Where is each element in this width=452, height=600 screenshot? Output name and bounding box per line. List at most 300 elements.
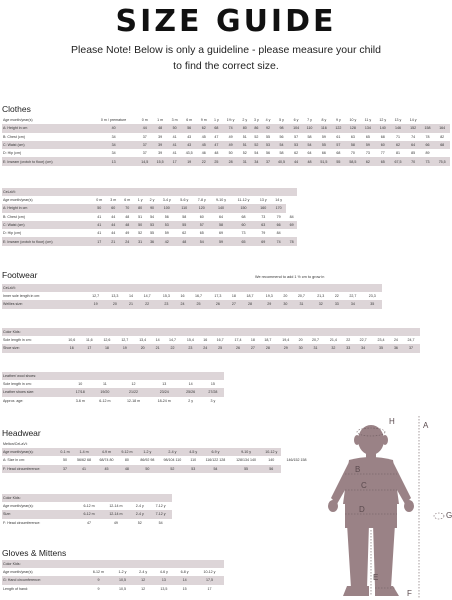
table-cell: 21: [106, 237, 120, 245]
table-cell: 16: [63, 344, 81, 352]
table-cell: 79: [276, 214, 281, 219]
table-cell: 28: [222, 157, 239, 165]
table-cell: 4-5 y: [186, 448, 200, 456]
table-cell: 30: [279, 300, 292, 308]
table-cell: 100: [158, 204, 176, 212]
table-cell: 0 m: [141, 118, 148, 123]
table-cell: 14,7: [168, 338, 176, 343]
table-cell: 27: [247, 344, 259, 352]
table-cell: 160: [256, 204, 271, 212]
table-cell: 36: [146, 237, 158, 245]
brand-label: Color Kids:: [2, 560, 224, 568]
table-cell: 57: [294, 134, 299, 139]
table-cell: 4-9 m: [95, 448, 117, 456]
note-line-1: Please Note! Below is only a guideline - please measure your child: [71, 44, 381, 56]
guideline-note: [0, 42, 452, 74]
table-cell: 33: [342, 344, 354, 352]
table-cell: 80: [124, 458, 129, 463]
table-cell: 60: [106, 204, 120, 212]
table-cell: 54: [200, 465, 230, 473]
table-cell: 68: [211, 124, 223, 132]
table-cell: 13,4: [139, 338, 147, 343]
table-cell: 58: [211, 221, 232, 229]
table-cell: 9-12 m: [118, 448, 136, 456]
table-cell: 59: [211, 237, 232, 245]
table-cell: 12: [131, 382, 136, 387]
table-cell: 140: [375, 124, 390, 132]
table-cell: 12,7: [92, 294, 100, 299]
table-row: [2, 576, 224, 584]
table-cell: 82: [440, 134, 445, 139]
table-cell: 22,7: [359, 338, 367, 343]
table-cell: 22: [197, 157, 211, 165]
table-cell: 6 m: [186, 118, 193, 123]
footwear-celavi-table: [2, 284, 382, 309]
table-cell: 9: [97, 586, 100, 591]
table-cell: 60: [375, 141, 390, 149]
table-row: [2, 510, 172, 518]
table-cell: 24,7: [407, 338, 415, 343]
table-cell: 49: [222, 141, 239, 149]
table-cell: 9: [85, 576, 112, 584]
table-cell: 13,5: [160, 586, 168, 591]
table-cell: 41: [73, 465, 95, 473]
footwear-recommendation: We recommend to add 1 ½ cm to grow in: [255, 275, 325, 279]
headwear-melton-table: [2, 440, 312, 473]
table-cell: 9-10 y: [231, 448, 262, 456]
table-cell: 43: [187, 134, 192, 139]
table-cell: 1-4 m: [73, 448, 95, 456]
table-cell: 47: [87, 520, 92, 525]
footwear-heading: Footwear: [2, 270, 38, 280]
table-cell: 69: [286, 221, 297, 229]
table-cell: 80: [239, 124, 251, 132]
table-cell: 44: [137, 124, 152, 132]
table-cell: 110: [190, 458, 197, 463]
table-row: [2, 213, 297, 221]
table-cell: 21: [152, 344, 164, 352]
table-cell: 73: [365, 151, 370, 156]
footwear-leather-table: [2, 372, 224, 405]
table-cell: 31: [134, 237, 146, 245]
brand-label: Color Kids:: [2, 328, 420, 336]
table-cell: 13,3: [111, 294, 119, 299]
table-cell: 134: [361, 124, 376, 132]
table-cell: 164: [434, 124, 450, 132]
table-cell: 41: [168, 141, 182, 149]
table-cell: 45: [197, 141, 211, 149]
row-label: A: Height in cm: [2, 124, 90, 132]
table-cell: 51: [239, 141, 251, 149]
row-label: F: Head circumference:: [3, 520, 41, 525]
label-g: G: [446, 511, 452, 520]
table-cell: 4-6 y: [159, 570, 168, 575]
row-label: Age month/year(s): [3, 118, 33, 123]
table-cell: 62: [361, 157, 376, 165]
label-d: D: [359, 505, 365, 514]
row-label: Leather shoes size:: [2, 388, 69, 396]
table-cell: 32: [311, 300, 330, 308]
table-cell: 60: [232, 221, 256, 229]
table-cell: 55: [332, 157, 346, 165]
table-cell: 58: [182, 214, 187, 219]
table-cell: 3-6 m: [75, 398, 85, 403]
table-cell: 69: [219, 231, 224, 236]
table-cell: 73: [261, 214, 266, 219]
table-cell: 37: [57, 465, 73, 473]
table-cell: 78: [286, 237, 297, 245]
table-cell: 26: [229, 344, 247, 352]
table-cell: 57: [332, 141, 346, 149]
table-cell: 12: [141, 586, 146, 591]
table-cell: 56: [261, 465, 281, 473]
table-cell: 66: [421, 141, 435, 149]
table-cell: 64: [219, 214, 224, 219]
row-label: E: Inseam (crotch to floor) (cm): [2, 157, 90, 165]
table-cell: 20,7: [312, 338, 319, 343]
table-cell: 98: [274, 124, 289, 132]
table-cell: 5-6 y: [180, 198, 189, 203]
table-cell: 52: [254, 134, 259, 139]
row-label: B: Chest (cm): [3, 134, 25, 139]
table-cell: 128/134 140: [236, 458, 257, 463]
table-cell: 20: [298, 338, 303, 343]
table-cell: 2 y: [188, 398, 194, 403]
table-cell: 50: [228, 151, 233, 156]
table-cell: 14: [129, 294, 133, 299]
table-cell: 44: [289, 157, 303, 165]
table-cell: 24: [199, 344, 211, 352]
label-e: E: [373, 573, 379, 582]
table-cell: 70: [406, 157, 421, 165]
table-cell: 6-12 m: [83, 504, 95, 509]
table-cell: 2-4 y: [159, 448, 187, 456]
table-cell: 77: [380, 151, 385, 156]
table-cell: 10,5: [112, 576, 133, 584]
table-cell: 48: [152, 124, 167, 132]
table-cell: 14 y: [275, 198, 283, 203]
row-label: A: Size in cm:: [3, 458, 25, 463]
table-cell: 150: [232, 204, 256, 212]
table-cell: 13: [154, 576, 175, 584]
table-cell: 116: [316, 124, 331, 132]
table-cell: 51: [138, 214, 143, 219]
table-row: [2, 380, 224, 388]
table-cell: 2-4 y: [139, 570, 148, 575]
table-cell: 62: [182, 231, 187, 236]
table-cell: 3 m: [110, 198, 117, 203]
table-cell: 74: [222, 124, 239, 132]
table-cell: 36: [390, 344, 402, 352]
table-cell: 5 y: [279, 118, 284, 123]
table-cell: 56: [279, 134, 284, 139]
table-cell: 146/152 158: [286, 458, 307, 463]
table-cell: 58: [307, 134, 312, 139]
row-label: E: Inseam (crotch to floor) (cm): [2, 237, 92, 245]
table-cell: 39: [152, 141, 167, 149]
table-cell: 22: [164, 344, 182, 352]
label-a: A: [423, 421, 429, 430]
table-row: [2, 221, 297, 229]
table-cell: 79: [261, 231, 266, 236]
table-cell: 128: [345, 124, 360, 132]
table-cell: 39: [158, 134, 163, 139]
table-cell: 59: [321, 134, 326, 139]
table-cell: 31: [239, 157, 251, 165]
table-cell: 54: [150, 214, 155, 219]
table-cell: 86/92 98: [140, 458, 155, 463]
table-cell: 25: [189, 300, 208, 308]
table-cell: 69: [256, 237, 271, 245]
table-cell: 2-4 y: [135, 504, 144, 509]
table-cell: 6-12 m: [99, 398, 111, 403]
table-cell: 12,7: [121, 338, 129, 343]
table-cell: 19: [116, 344, 134, 352]
table-cell: 84: [276, 231, 281, 236]
table-cell: 40,5: [274, 157, 289, 165]
table-cell: 0-1 m: [57, 448, 73, 456]
table-cell: 53: [289, 141, 303, 149]
table-cell: 55: [266, 134, 271, 139]
table-row: [2, 456, 312, 464]
table-cell: 64: [307, 151, 312, 156]
table-cell: 3-4 y: [162, 198, 171, 203]
table-cell: 50: [62, 458, 67, 463]
row-label: Age month/year(s): [3, 570, 33, 575]
row-label: B: Chest (cm): [3, 214, 25, 219]
table-cell: 55: [231, 465, 262, 473]
table-cell: 14 y: [409, 118, 417, 123]
table-cell: 68/74 80: [99, 458, 114, 463]
table-cell: 22: [137, 300, 156, 308]
table-row: [2, 157, 450, 165]
child-measurement-figure: [315, 412, 452, 600]
table-cell: 74: [411, 134, 416, 139]
table-cell: 54: [274, 141, 289, 149]
table-cell: 48: [303, 157, 316, 165]
table-header-row: [2, 196, 297, 204]
table-cell: 48: [118, 465, 136, 473]
label-c: C: [361, 481, 367, 490]
table-cell: 13: [90, 157, 137, 165]
table-cell: 14: [188, 382, 193, 387]
row-label: Shoe size:: [2, 344, 63, 352]
table-cell: 71: [395, 134, 400, 139]
clothes-heading: Clothes: [2, 104, 31, 114]
table-row: [2, 519, 172, 527]
table-cell: 64: [406, 141, 421, 149]
table-cell: 85: [411, 151, 416, 156]
table-row: [2, 568, 224, 576]
row-label: Length of hand:: [3, 586, 28, 591]
table-cell: 19,3: [265, 294, 273, 299]
table-cell: 10 y: [349, 118, 357, 123]
table-cell: 23: [181, 344, 199, 352]
table-cell: 20,7: [297, 294, 305, 299]
table-cell: 15: [210, 382, 215, 387]
table-cell: 23,3: [368, 294, 376, 299]
table-cell: 56: [164, 214, 169, 219]
headwear-colorkids-table: [2, 494, 172, 527]
table-cell: 110: [176, 204, 194, 212]
table-cell: 13 y: [259, 198, 267, 203]
table-cell: 59: [164, 231, 169, 236]
table-cell: 55: [316, 141, 331, 149]
table-cell: 43: [182, 141, 197, 149]
table-cell: 44: [106, 221, 120, 229]
table-cell: 68: [380, 134, 385, 139]
table-cell: 55: [150, 231, 155, 236]
label-h: H: [389, 417, 395, 426]
table-cell: 33: [330, 300, 343, 308]
table-cell: 2-4 y: [130, 510, 149, 518]
table-cell: 2 y: [149, 198, 155, 203]
row-label: C: Waist (cm): [2, 141, 90, 149]
table-cell: 25: [211, 157, 223, 165]
table-cell: 1½ y: [226, 118, 235, 123]
table-cell: 90: [146, 204, 158, 212]
table-cell: 10: [78, 382, 83, 387]
table-cell: 7-12 y: [149, 510, 172, 518]
table-cell: 31: [292, 300, 311, 308]
table-row: [2, 133, 450, 141]
table-cell: 49: [125, 231, 130, 236]
table-cell: 63: [350, 134, 355, 139]
table-cell: 53: [158, 221, 176, 229]
table-cell: 18: [250, 338, 255, 343]
table-cell: 67,5: [390, 157, 405, 165]
table-cell: 54: [254, 151, 259, 156]
table-row: [2, 448, 312, 456]
table-cell: 84: [289, 214, 294, 219]
table-cell: 54: [158, 520, 163, 525]
table-cell: 48: [214, 151, 219, 156]
table-cell: 86: [251, 124, 263, 132]
table-cell: 22: [346, 338, 351, 343]
table-cell: 39: [158, 151, 163, 156]
note-line-2: to find the correct size.: [173, 60, 279, 72]
table-cell: 41: [97, 231, 102, 236]
gloves-colorkids-table: [2, 560, 224, 593]
table-cell: 170: [271, 204, 286, 212]
table-cell: 23/24: [149, 388, 180, 396]
table-cell: 19/20: [92, 388, 119, 396]
table-cell: 12-18 m: [126, 398, 141, 403]
table-cell: 10,6: [68, 338, 76, 343]
table-cell: 20: [105, 300, 124, 308]
table-cell: 62: [294, 151, 299, 156]
table-cell: 13 y: [394, 118, 402, 123]
table-cell: 37: [142, 134, 147, 139]
table-cell: 12-14 m: [109, 504, 123, 509]
table-cell: 6-12 m: [77, 510, 102, 518]
table-cell: 19: [86, 300, 105, 308]
table-cell: 48: [125, 214, 130, 219]
table-cell: 28: [240, 300, 259, 308]
table-cell: 34: [343, 300, 362, 308]
table-cell: 41: [92, 221, 106, 229]
table-cell: 62: [197, 124, 211, 132]
table-cell: 17,4: [234, 338, 242, 343]
table-cell: 49: [113, 520, 118, 525]
table-cell: 54: [303, 141, 316, 149]
table-cell: 19,4: [282, 338, 290, 343]
table-cell: 20: [134, 344, 152, 352]
table-cell: 6-9 y: [200, 448, 230, 456]
row-label: C: Waist (cm): [2, 221, 92, 229]
row-label: Size:: [2, 510, 77, 518]
table-cell: 34: [251, 157, 263, 165]
table-cell: 73: [241, 231, 246, 236]
table-cell: 14,5: [137, 157, 152, 165]
table-cell: 10-12 y: [203, 570, 216, 575]
table-cell: 30: [295, 344, 307, 352]
row-label: D: Hip (cm): [3, 231, 22, 236]
table-cell: 59: [361, 141, 376, 149]
table-cell: 17/18: [69, 388, 92, 396]
table-cell: 37: [402, 344, 420, 352]
table-cell: 45: [201, 134, 206, 139]
table-cell: 34: [111, 134, 116, 139]
table-cell: 6-12 m: [92, 570, 105, 575]
table-cell: 53: [262, 141, 274, 149]
table-cell: 81: [395, 151, 400, 156]
table-cell: 73: [421, 157, 435, 165]
table-cell: 74: [271, 237, 286, 245]
brand-label: Melton/CeLaVi:: [3, 442, 28, 446]
table-cell: 1-2 y: [118, 570, 127, 575]
table-cell: 11 y: [364, 118, 372, 123]
table-row: [2, 300, 382, 308]
table-row: [2, 502, 172, 510]
table-row: [2, 292, 382, 300]
table-cell: 104: [289, 124, 303, 132]
table-cell: 1 m: [157, 118, 164, 123]
page-title: SIZE GUIDE: [115, 4, 337, 39]
table-cell: 8 y: [321, 118, 327, 123]
table-header-row: [2, 116, 450, 124]
table-cell: 56: [266, 151, 271, 156]
table-cell: 7-8 y: [197, 198, 206, 203]
table-cell: 10,5: [118, 586, 126, 591]
table-cell: 4 y: [265, 118, 271, 123]
table-cell: 3 y: [210, 398, 216, 403]
label-f: F: [407, 589, 412, 598]
table-cell: 25: [211, 344, 229, 352]
table-cell: 98/104 110: [163, 458, 182, 463]
table-cell: 46: [201, 151, 206, 156]
table-cell: 41: [172, 134, 177, 139]
table-row: [2, 585, 224, 593]
table-cell: 34: [90, 141, 137, 149]
table-cell: 146: [390, 124, 405, 132]
table-cell: 65: [375, 157, 390, 165]
table-cell: 12,6: [103, 338, 111, 343]
row-label: G: Hand circumference:: [2, 576, 85, 584]
table-cell: 66: [321, 151, 326, 156]
table-cell: 110: [303, 124, 316, 132]
table-cell: 29: [277, 344, 295, 352]
table-row: [2, 237, 297, 245]
table-cell: 53: [146, 221, 158, 229]
table-cell: 31: [307, 344, 325, 352]
table-cell: 65: [199, 231, 204, 236]
table-cell: 44: [111, 231, 116, 236]
table-cell: 17: [207, 586, 212, 591]
table-row: [2, 397, 224, 405]
table-cell: 50: [136, 465, 158, 473]
table-cell: 18,7: [264, 338, 272, 343]
